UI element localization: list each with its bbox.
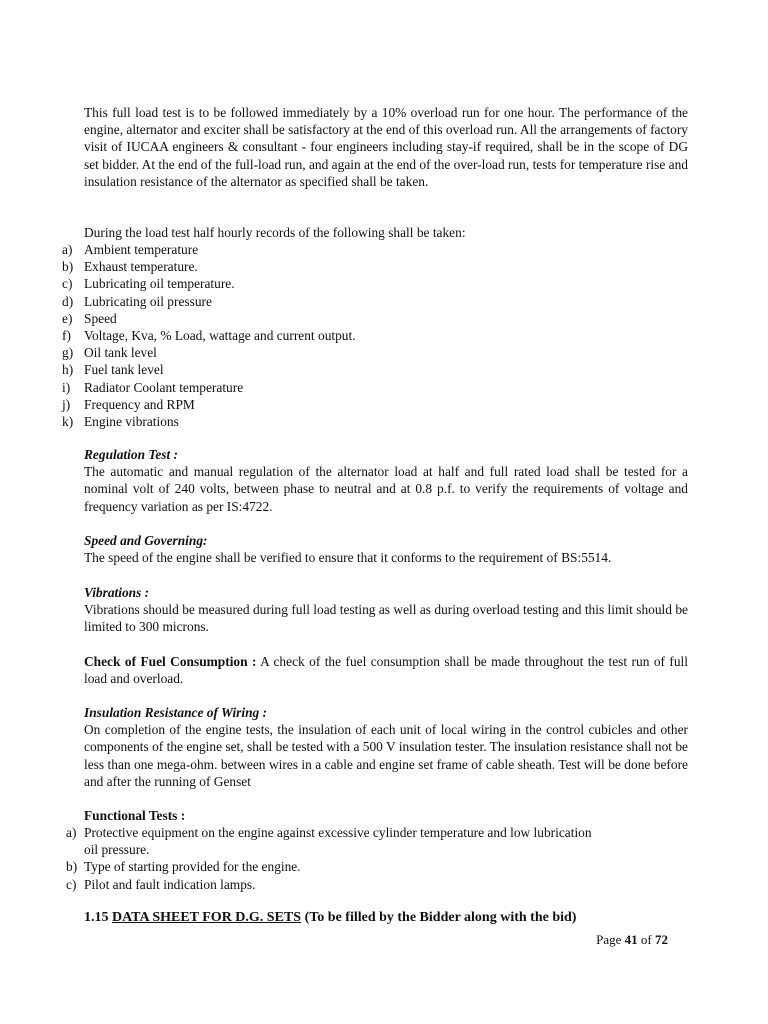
fuel-heading: Check of Fuel Consumption : bbox=[84, 654, 257, 669]
list-marker: k) bbox=[62, 413, 74, 429]
list-marker: b) bbox=[66, 859, 78, 875]
list-item-text: Radiator Coolant temperature bbox=[84, 379, 244, 395]
list-marker: b) bbox=[62, 259, 74, 275]
functional-heading-block bbox=[84, 807, 688, 824]
page-of-label: of bbox=[637, 932, 655, 947]
list-marker: d) bbox=[62, 293, 74, 309]
regulation-heading: Regulation Test : bbox=[84, 447, 178, 462]
list-marker: j) bbox=[62, 396, 71, 412]
list-item bbox=[62, 293, 682, 310]
list-item bbox=[66, 876, 686, 893]
list-item-text: Oil tank level bbox=[84, 345, 157, 361]
intro-text: This full load test is to be followed immediately by a 10% overload run for one hour. The performance of the engine, alternator and exciter shall be satisfactory at the end of this overload run. All the arrangements of factory visit of IUCAA engineers & consultant - four engineers including stay-if required, shall be in the scope of DG set bidder. At the end of the full-load run, and again at the end of the over-load run, tests for temperature rise and insulation resistance of the alternator as specified shall be taken. bbox=[84, 105, 688, 189]
intro-paragraph bbox=[84, 104, 688, 190]
section-number: 1.15 bbox=[84, 910, 112, 925]
fuel-paragraph bbox=[84, 653, 688, 687]
list-marker: a) bbox=[66, 825, 77, 840]
page-label: Page bbox=[596, 932, 625, 947]
section-heading bbox=[84, 909, 688, 926]
list-item-text: Ambient temperature bbox=[84, 242, 199, 257]
functional-heading: Functional Tests : bbox=[84, 808, 186, 823]
total-pages: 72 bbox=[655, 932, 668, 947]
list-item bbox=[62, 275, 682, 292]
list-marker: c) bbox=[66, 876, 77, 892]
list-item-text: Type of starting provided for the engine. bbox=[84, 859, 301, 875]
list-marker: i) bbox=[62, 379, 71, 395]
list-item-text: Speed bbox=[84, 310, 117, 326]
list-item bbox=[62, 310, 682, 327]
records-intro-text: During the load test half hourly records of the following shall be taken: bbox=[84, 225, 466, 240]
list-item bbox=[66, 824, 686, 858]
speed-section bbox=[84, 532, 688, 566]
list-item-text: Voltage, Kva, % Load, wattage and current output. bbox=[84, 327, 356, 343]
records-intro bbox=[84, 224, 688, 241]
list-item-text: Exhaust temperature. bbox=[84, 259, 198, 275]
list-item-text: Lubricating oil temperature. bbox=[84, 276, 235, 292]
list-item-text: Pilot and fault indication lamps. bbox=[84, 876, 256, 892]
vibrations-section bbox=[84, 584, 688, 636]
list-marker: c) bbox=[62, 276, 73, 292]
list-item-text: Protective equipment on the engine against excessive cylinder temperature and low lubrication oil pressure. bbox=[84, 825, 592, 858]
insulation-section bbox=[84, 704, 688, 790]
list-item bbox=[62, 361, 682, 378]
insulation-heading: Insulation Resistance of Wiring : bbox=[84, 705, 268, 720]
list-item bbox=[62, 344, 682, 361]
vibrations-text: Vibrations should be measured during full load testing as well as during overload testing and this limit should be limited to 300 microns. bbox=[84, 602, 688, 635]
list-item-text: Fuel tank level bbox=[84, 362, 164, 378]
list-marker: h) bbox=[62, 362, 74, 378]
regulation-section bbox=[84, 446, 688, 515]
list-item-text: Frequency and RPM bbox=[84, 396, 195, 412]
list-item bbox=[62, 396, 682, 413]
list-item bbox=[66, 858, 686, 875]
fuel-section bbox=[84, 653, 688, 687]
list-item bbox=[62, 379, 682, 396]
records-list bbox=[62, 241, 682, 430]
list-item bbox=[62, 258, 682, 275]
vibrations-heading: Vibrations : bbox=[84, 585, 150, 600]
section-note: (To be filled by the Bidder along with the bid) bbox=[301, 910, 577, 925]
regulation-text: The automatic and manual regulation of the alternator load at half and full rated load shall be tested for a nominal volt of 240 volts, between phase to neutral and at 0.8 p.f. to verify the requirements of voltage and frequency variation as per IS:4722. bbox=[84, 464, 688, 514]
list-item bbox=[62, 241, 682, 258]
list-marker: f) bbox=[62, 327, 71, 343]
list-marker: g) bbox=[62, 345, 74, 361]
fuel-text: A check of the fuel consumption shall be made throughout the test run of full load and overload. bbox=[84, 654, 688, 687]
list-item-text: Engine vibrations bbox=[84, 413, 179, 429]
list-marker: e) bbox=[62, 310, 73, 326]
section-title: DATA SHEET FOR D.G. SETS bbox=[112, 910, 302, 925]
insulation-text: On completion of the engine tests, the insulation of each unit of local wiring in the control cubicles and other components of the engine set, shall be tested with a 500 V insulation tester. The insulation resistance shall not be less than one mega-ohm. between wires in a cable and engine set frame of cable sheath. Test will be done before and after the running of Genset bbox=[84, 722, 688, 789]
list-item-text: Lubricating oil pressure bbox=[84, 293, 212, 309]
list-marker: a) bbox=[62, 242, 73, 257]
current-page: 41 bbox=[624, 932, 638, 947]
speed-text: The speed of the engine shall be verified to ensure that it conforms to the requirement of BS:5514. bbox=[84, 550, 612, 566]
list-item bbox=[62, 327, 682, 344]
page-number bbox=[596, 931, 668, 948]
list-item bbox=[62, 413, 682, 430]
functional-list bbox=[66, 824, 686, 893]
speed-heading: Speed and Governing: bbox=[84, 533, 208, 548]
